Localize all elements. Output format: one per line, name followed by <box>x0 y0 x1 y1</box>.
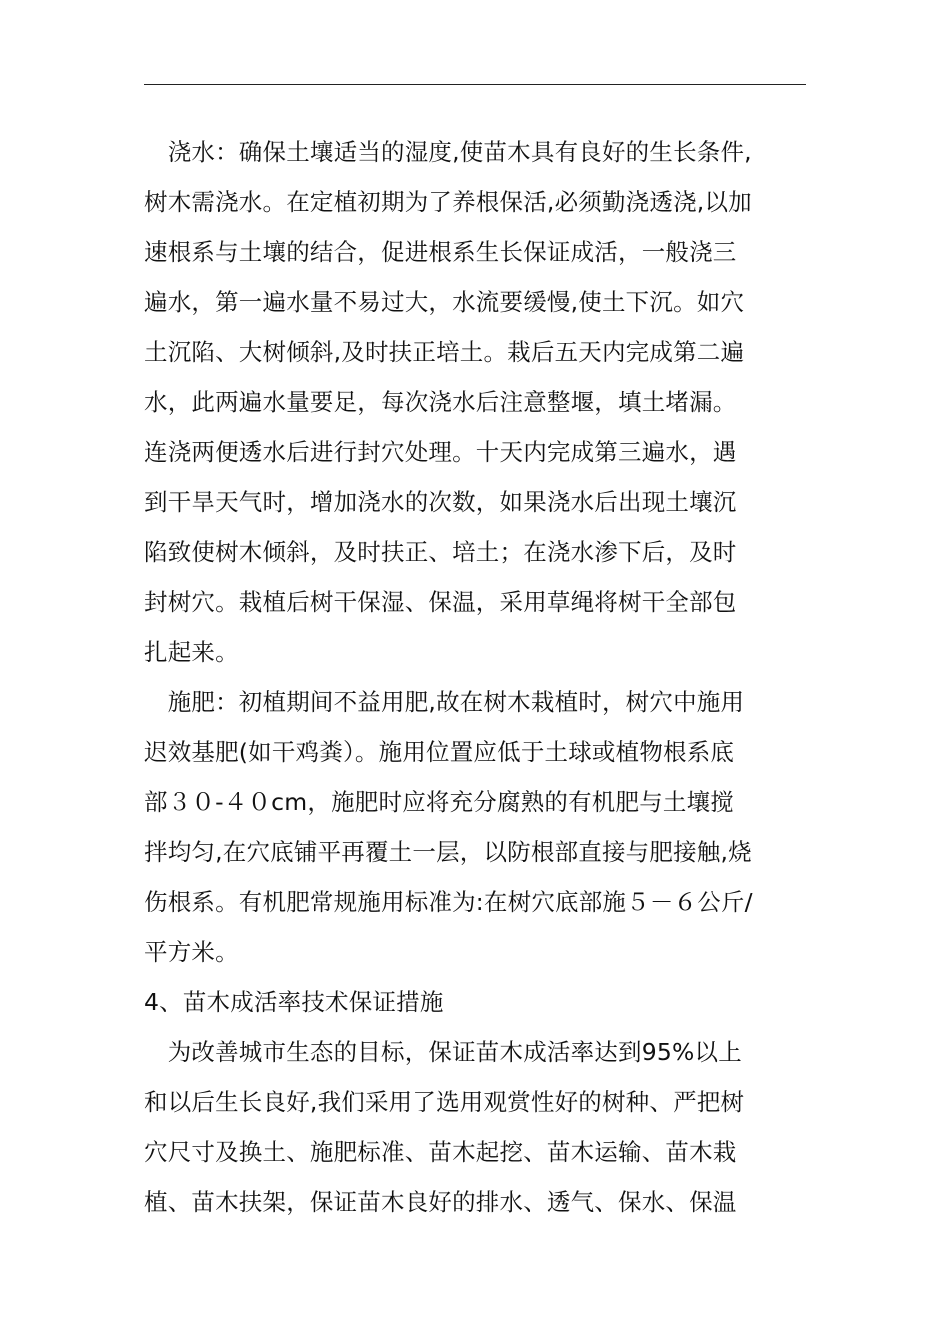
document-body <box>144 127 806 1227</box>
text-line: 伤根系。有机肥常规施用标准为:在树穴底部施５－６公斤/ <box>144 888 753 916</box>
text-line: 扎起来。 <box>144 638 239 666</box>
text-line: 为改善城市生态的目标，保证苗木成活率达到95%以上 <box>144 1038 742 1066</box>
text-line: 遍水，第一遍水量不易过大，水流要缓慢,使土下沉。如穴 <box>144 288 745 316</box>
text-line: 土沉陷、大树倾斜,及时扶正培土。栽后五天内完成第二遍 <box>144 338 745 366</box>
text-line: 封树穴。栽植后树干保湿、保温，采用草绳将树干全部包 <box>144 588 737 616</box>
text-line: 植、苗木扶架，保证苗木良好的排水、透气、保水、保温 <box>144 1188 737 1216</box>
section-heading: 4、苗木成活率技术保证措施 <box>144 988 444 1016</box>
text-line: 拌均匀,在穴底铺平再覆土一层，以防根部直接与肥接触,烧 <box>144 838 752 866</box>
text-line: 和以后生长良好,我们采用了选用观赏性好的树种、严把树 <box>144 1088 745 1116</box>
text-line: 穴尺寸及换土、施肥标准、苗木起挖、苗木运输、苗木栽 <box>144 1138 737 1166</box>
text-line: 连浇两便透水后进行封穴处理。十天内完成第三遍水，遇 <box>144 438 737 466</box>
text-line: 施肥：初植期间不益用肥,故在树木栽植时，树穴中施用 <box>144 688 745 716</box>
text-line: 平方米。 <box>144 938 239 966</box>
text-line: 速根系与土壤的结合，促进根系生长保证成活，一般浇三 <box>144 238 737 266</box>
text-line: 到干旱天气时，增加浇水的次数，如果浇水后出现土壤沉 <box>144 488 737 516</box>
text-line: 浇水：确保土壤适当的湿度,使苗木具有良好的生长条件, <box>144 138 752 166</box>
text-line: 树木需浇水。在定植初期为了养根保活,必须勤浇透浇,以加 <box>144 188 752 216</box>
header-rule <box>144 84 806 85</box>
text-line: 水，此两遍水量要足，每次浇水后注意整堰，填土堵漏。 <box>144 388 737 416</box>
text-line: 迟效基肥(如干鸡粪）。施用位置应低于土球或植物根系底 <box>144 738 735 766</box>
text-line: 陷致使树木倾斜，及时扶正、培土；在浇水渗下后，及时 <box>144 538 737 566</box>
text-line: 部３０-４０cm，施肥时应将充分腐熟的有机肥与土壤搅 <box>144 788 734 816</box>
